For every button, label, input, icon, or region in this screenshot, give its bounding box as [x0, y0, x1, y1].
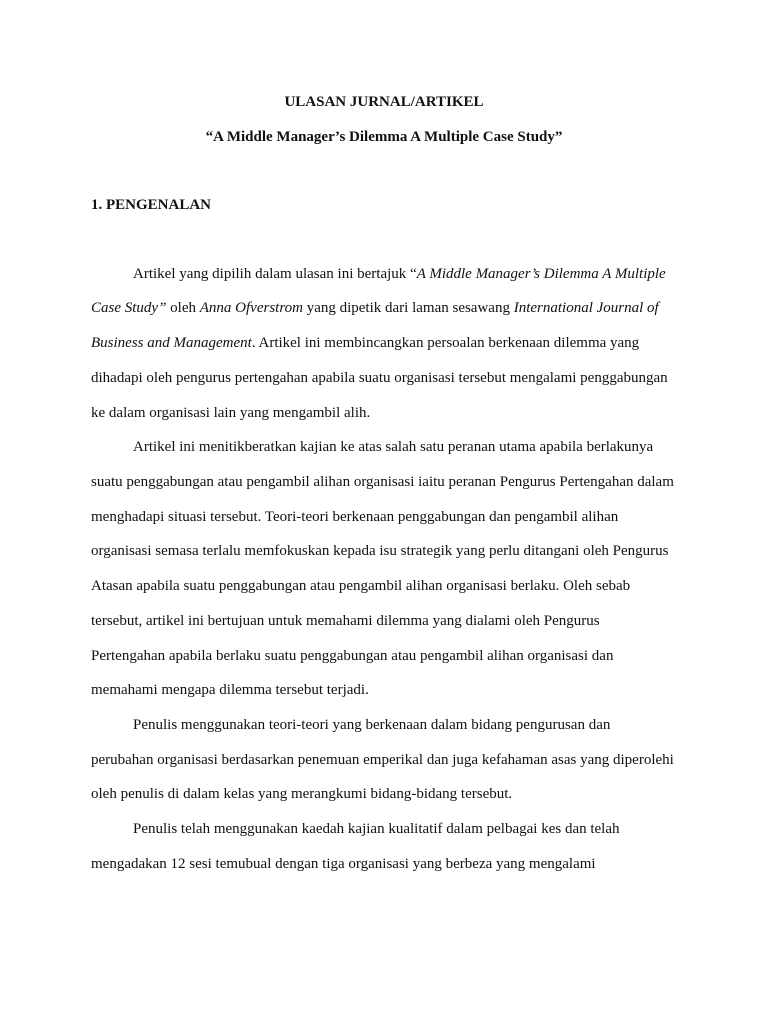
paragraph-1-line-2	[91, 298, 678, 318]
paragraph-3-line-2: perubahan organisasi berdasarkan penemuan emperikal dan juga kefahaman asas yang diperolehi	[91, 752, 674, 768]
text-span: yang dipetik dari laman sesawang	[302, 300, 514, 316]
paragraph-2-line-2: suatu penggabungan atau pengambil alihan organisasi iaitu peranan Pengurus Pertengahan dalam	[91, 474, 674, 490]
article-title-inline: A Middle Manager’s Dilemma A Multiple	[416, 266, 666, 282]
paragraph-2-line-6: tersebut, artikel ini bertujuan untuk memahami dilemma yang dialami oleh Pengurus	[91, 613, 600, 629]
paragraph-1-line-5: ke dalam organisasi lain yang mengambil alih.	[91, 405, 371, 421]
author-name: Anna Ofverstrom	[199, 300, 303, 316]
paragraph-2-line-4: organisasi semasa terlalu memfokuskan kepada isu strategik yang perlu ditangani oleh Pengurus	[91, 543, 669, 559]
document-heading: ULASAN JURNAL/ARTIKEL	[284, 94, 484, 110]
paragraph-2-line-5: Atasan apabila suatu penggabungan atau pengambil alihan organisasi berlaku. Oleh sebab	[91, 578, 631, 594]
paragraph-2-line-8: memahami mengapa dilemma tersebut terjadi.	[91, 682, 369, 698]
paragraph-3-line-1: Penulis menggunakan teori-teori yang berkenaan dalam bidang pengurusan dan	[133, 717, 611, 733]
article-title: “A Middle Manager’s Dilemma A Multiple Case Study”	[205, 129, 563, 145]
paragraph-4-line-1: Penulis telah menggunakan kaedah kajian kualitatif dalam pelbagai kes dan telah	[133, 821, 620, 837]
text-span: . Artikel ini membincangkan persoalan berkenaan dilemma yang	[251, 335, 640, 351]
paragraph-1-line-4: dihadapi oleh pengurus pertengahan apabila suatu organisasi tersebut mengalami penggabungan	[91, 370, 668, 386]
paragraph-1-line-1	[91, 264, 678, 284]
text-span: oleh	[166, 300, 200, 316]
text-span: Artikel yang dipilih dalam ulasan ini bertajuk “	[133, 266, 417, 282]
journal-name: International Journal of	[513, 300, 659, 316]
journal-name: Business and Management	[91, 335, 252, 351]
paragraph-2-line-7: Pertengahan apabila berlaku suatu penggabungan atau pengambil alihan organisasi dan	[91, 648, 614, 664]
article-title-inline: Case Study”	[91, 300, 167, 316]
paragraph-3-line-3: oleh penulis di dalam kelas yang merangkumi bidang-bidang tersebut.	[91, 786, 513, 802]
paragraph-2-line-1: Artikel ini menitikberatkan kajian ke atas salah satu peranan utama apabila berlakunya	[133, 439, 654, 455]
paragraph-2-line-3: menghadapi situasi tersebut. Teori-teori berkenaan penggabungan dan pengambil alihan	[91, 509, 619, 525]
paragraph-1-line-3	[91, 333, 678, 353]
paragraph-4-line-2: mengadakan 12 sesi temubual dengan tiga organisasi yang berbeza yang mengalami	[91, 856, 596, 872]
section-title: 1. PENGENALAN	[91, 197, 212, 213]
